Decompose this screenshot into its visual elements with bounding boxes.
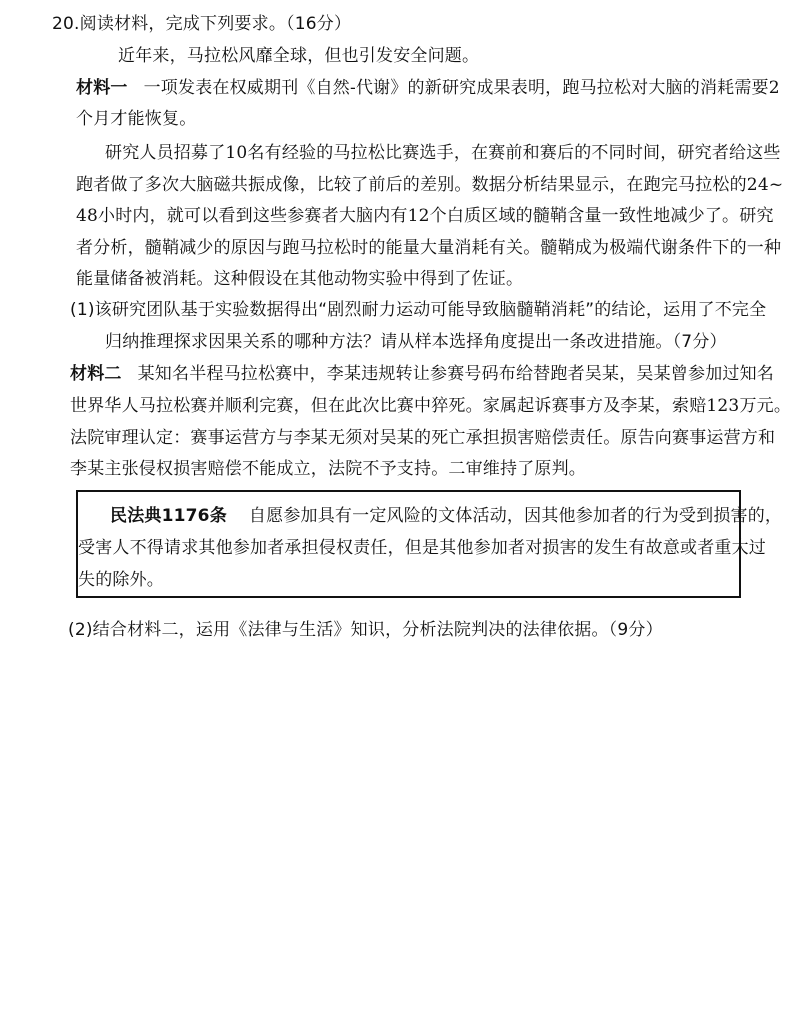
sub-question-one-line: 归纳推理探求因果关系的哪种方法？请从样本选择角度提出一条改进措施。（7分） [105,332,727,352]
material-one-text-line: 能量储备被消耗。这种假设在其他动物实验中得到了佐证。 [76,269,524,289]
material-two-text-line: 世界华人马拉松赛并顺利完赛，但在此次比赛中猝死。家属起诉赛事方及李某，索赔123万元。 [70,396,792,416]
sub-question-one-line: (1)该研究团队基于实验数据得出“剧烈耐力运动可能导致脑髓鞘消耗”的结论，运用了不完全 [70,300,767,320]
sub-question-two: (2)结合材料二，运用《法律与生活》知识，分析法院判决的法律依据。（9分） [68,620,663,640]
civil-code-article-box [76,490,783,598]
material-two-first-line [70,362,774,386]
civil-code-text-line: 自愿参加具有一定风险的文体活动，因其他参加者的行为受到损害的， [248,506,783,526]
material-two-text-line: 某知名半程马拉松赛中，李某违规转让参赛号码布给替跑者吴某，吴某曾参加过知名 [137,364,775,384]
civil-code-text-line: 受害人不得请求其他参加者承担侵权责任，但是其他参加者对损害的发生有故意或者重大过 [78,538,766,558]
material-one-text-line: 个月才能恢复。 [76,109,197,129]
material-one-text-line: 48小时内，就可以看到这些参赛者大脑内有12个白质区域的髓鞘含量一致性地减少了。研究 [76,206,774,226]
civil-code-first-line [110,504,782,528]
civil-code-article-label: 民法典1176条 [110,506,227,526]
material-two-text-line: 李某主张侵权损害赔偿不能成立，法院不予支持。二审维持了原判。 [70,459,586,479]
question-title: 20.阅读材料，完成下列要求。（16分） [52,14,352,34]
material-one-text-line: 跑者做了多次大脑磁共振成像，比较了前后的差别。数据分析结果显示，在跑完马拉松的24~ [76,175,784,195]
material-one-text-line: 者分析，髓鞘减少的原因与跑马拉松时的能量大量消耗有关。髓鞘成为极端代谢条件下的一种 [76,238,782,258]
material-one-first-line [76,76,780,100]
question-intro: 近年来，马拉松风靡全球，但也引发安全问题。 [118,46,480,66]
material-two-text-line: 法院审理认定：赛事运营方与李某无须对吴某的死亡承担损害赔偿责任。原告向赛事运营方和 [70,428,776,448]
material-one-label: 材料一 [76,78,128,98]
civil-code-text-line: 失的除外。 [78,570,164,590]
material-one-text-line: 一项发表在权威期刊《自然-代谢》的新研究成果表明，跑马拉松对大脑的消耗需要2 [143,78,780,98]
material-one-text-line: 研究人员招募了10名有经验的马拉松比赛选手，在赛前和赛后的不同时间，研究者给这些 [105,143,781,163]
material-two-label: 材料二 [70,364,122,384]
